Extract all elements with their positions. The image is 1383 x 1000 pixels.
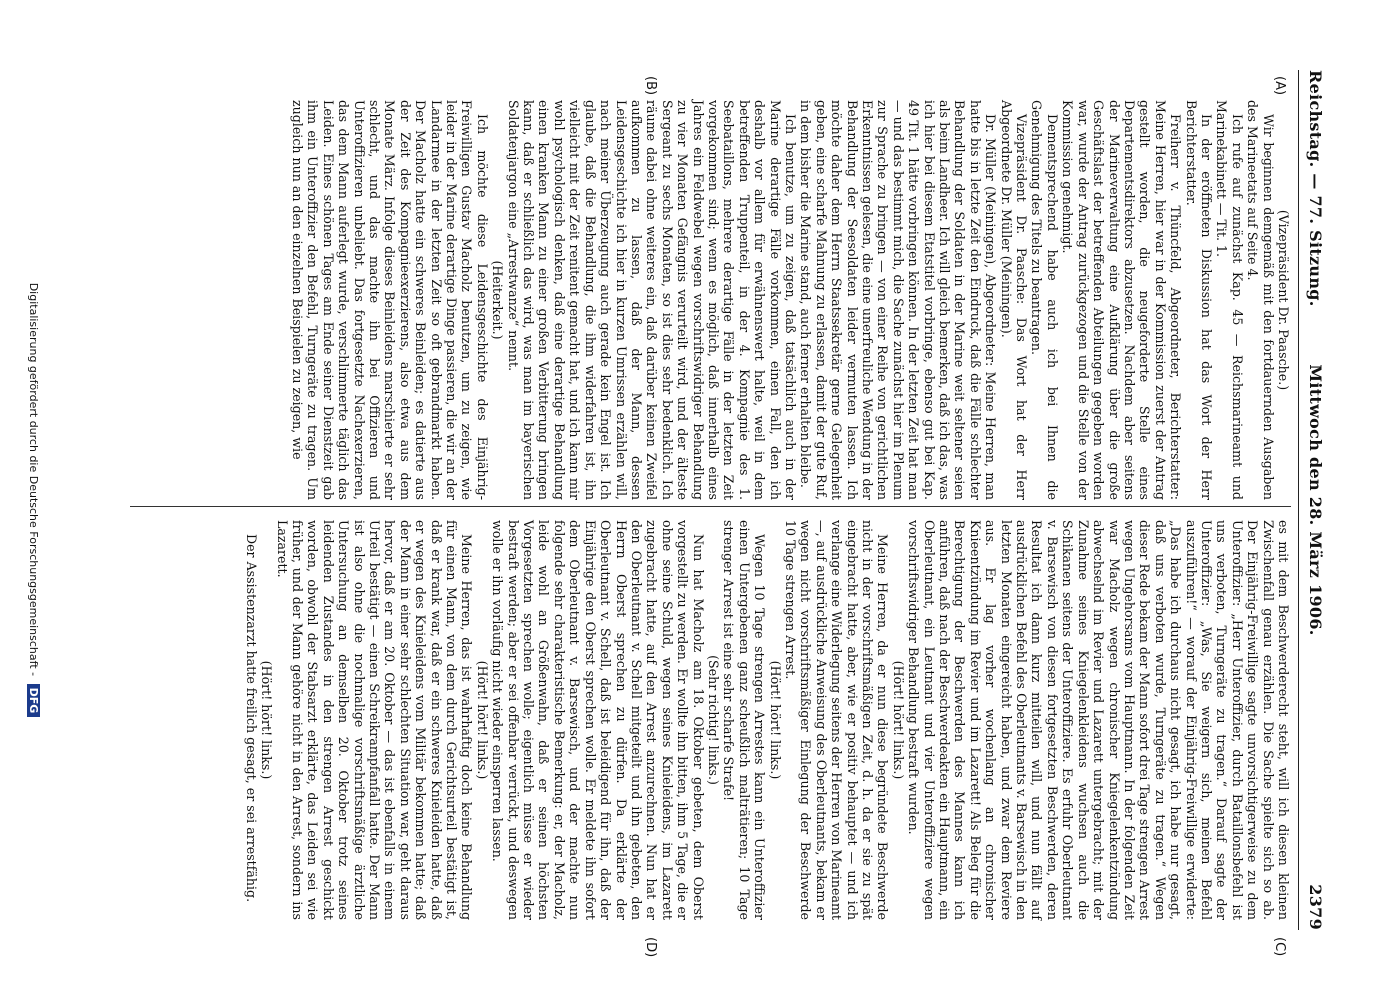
left-text-column <box>290 100 1291 500</box>
paragraph: Dr. Müller (Meiningen), Abgeordneter: Meine Herren, man hatte bis in letzte Zeit den Eindruck, daß die Fälle schlechter Behandlung der Soldaten in der Marine weit seltener seien als beim Landheer. Ich will gleich bemerken, daß ich das, was ich hier bei diesem Etatstitel vorbringe, ebenso gut bei Kap. 49 Tit. 1 hätte vorbringen können. In der letzten Zeit hat man — und das bestimmt mich, die Sache zunächst hier im Plenum zur Sprache zu bringen — von einer Reihe von gerichtlichen Erkenntnissen gelesen, die eine unerfreuliche Wendung in der Behandlung der Seesoldaten leider vermuten lassen. Ich möchte daher dem Herrn Staatssekretär gerne Gelegenheit geben, eine scharfe Mahnung zu erlassen, damit der gute Ruf, in dem bisher die Marine stand, auch ferner erhalten bleibe. <box>798 100 999 500</box>
header-date: Mittwoch den 28. März 1906. <box>1306 364 1325 636</box>
margin-mark-c: (C) <box>1272 937 1287 957</box>
paragraph: (Hört! hört! links.) <box>259 660 275 780</box>
digitization-credit <box>27 0 40 1000</box>
paragraph: Wir beginnen demgemäß mit den fortdauernden Ausgaben des Marineetats auf Seite 4. <box>1245 100 1276 500</box>
page-header <box>1303 70 1325 930</box>
right-text-column <box>243 520 1291 920</box>
column-divider <box>130 506 1291 507</box>
paragraph: Ich möchte diese Leidensgeschichte des Einjährig-Freiwilligen Gustav Macholz benutzen, um zu zeigen, wie leider in der Marine derartige Dinge passieren, die wir an der Landarmee in der letzten Zeit so oft gebrandmarkt haben. Der Macholz hatte ein schweres Beinleiden; es datierte aus der Zeit des Kompagnieexerzierens, also etwa aus dem Monate März. Infolge dieses Beinleidens marschierte er sehr schlecht, und das machte ihn bei Offizieren und Unteroffizieren unbeliebt. Das fortgesetzte Nachexerzieren, das dem Mann auferlegt wurde, verschlimmerte täglich das Leiden. Eines schönen Tages am Ende seiner Dienstzeit gab ihm ein Unteroffizier den Befehl, Turngeräte zu tragen. Um zugleich nun an den einzelnen Beispielen zu zeigen, wie <box>290 100 490 500</box>
paragraph: Meine Herren, da er nun diese begründete Beschwerde nicht in der vorschriftsmäßigen Zeit, d. h. da er sie zu spät eingebracht hatte, aber, wie er positiv behauptet — und ich verlange eine Widerlegung seitens der Herren von Marineamt —, auf ausdrückliche Anweisung des Oberleutnants, bekam er wegen nicht vorschriftsmäßiger Einlegung der Beschwerde 10 Tage strengen Arrest. <box>783 520 891 920</box>
margin-mark-a: (A) <box>1272 76 1287 96</box>
dfg-logo: DFG <box>27 684 40 718</box>
paragraph: Freiherr v. Thüncfeld, Abgeordneter, Berichterstatter: Meine Herren, hier war in der Kommission zuerst der Antrag gestellt worden, die neugeforderte Stelle eines Departementsdirektors abzusetzen. Nachdem aber seitens der Marineverwaltung eine Aufklärung über die große Geschäftslast der betreffenden Abteilungen gegeben worden war, wurde der Antrag zurückgezogen und die Stelle von der Kommission genehmigt. <box>1060 100 1184 500</box>
paragraph: (Vizepräsident Dr. Paasche.) <box>1276 209 1291 391</box>
margin-mark-b: (B) <box>643 76 658 96</box>
paragraph: Nun hat Macholz am 18. Oktober gebeten, dem Oberst vorgestellt zu werden. Er wollte ihn bitten, ihm 5 Tage, die er ohne seine Schuld, wegen seines Knieleidens, im Lazarett zugebracht hatte, auf den Arrest anzurechnen. Nun hat er den Oberleutnant v. Schell mitgeteilt und ihn gebeten, den Herrn Oberst sprechen zu dürfen. Da erklärte der Oberleutnant v. Schell, daß ist beleidigend für ihn, daß der Einjährige den Oberst sprechen wolle. Er meldete ihn sofort dem Oberleutnant v. Barsewisch, und der machte nun folgende sehr charakteristische Bemerkung: er, der Macholz, leide wohl an Größenwahn, daß er seinen höchsten Vorgesetzten sprechen wolle; eigentlich müsse er wieder bestraft werden; aber er sei offenbar verrückt, und deswegen wolle er ihn vorläufig nicht wieder einsperren lassen. <box>490 520 706 920</box>
paragraph: (Hört! hört! links.) <box>767 660 783 780</box>
paragraph: (Sehr richtig! links.) <box>705 655 721 785</box>
paragraph: Dementsprechend habe auch ich bei Ihnen die Genehmigung des Titels zu beantragen. <box>1029 100 1060 500</box>
margin-mark-d: (D) <box>643 937 658 958</box>
paragraph: Ich benutze, um zu zeigen, daß tatsächlich auch in der Marine derartige Fälle vorkommen, einen Fall, den ich deshalb vor allem für erwähnenswert halte, weil in dem betreffenden Truppenteil, in der 4. Kompagnie des 1. Seebataillons, mehrere derartige Fälle in der letzten Zeit vorgekommen sind; wenn es möglich, daß innerhalb eines Jahres ein Feldwebel wegen vorschriftswidriger Behandlung zu vier Monaten Gefängnis verurteilt wird, und der älteste Sergeant zu sechs Monaten, so ist dies sehr bedenklich. Ich räume dabei ohne weiteres ein, daß darüber keinen Zweifel aufkommen zu lassen, daß der Mann, dessen Leidensgeschichte ich hier in kurzen Umrissen erzählen will, nach meiner Überzeugung auch gerade kein Engel ist. Ich glaube, daß die Behandlung, die ihm widerfahren ist, ihn vielleicht mit der Zeit renitent gemacht hat, und ich kann mir wohl psychologisch denken, daß eine derartige Behandlung einen kranken Mann zu einer großen Verbitterung bringen kann, daß er schließlich das wird, was man im bayerischen Soldatenjargon eine „Arrestwanze“ nennt. <box>505 100 798 500</box>
paragraph: (Hört! hört! links.) <box>890 660 906 780</box>
page-number: 2379 <box>1306 884 1325 930</box>
header-session: Reichstag. — 77. Sitzung. <box>1306 70 1325 307</box>
paragraph: Wegen 10 Tage strengen Arrestes kann ein Unteroffizier einen Untergebenen ganz scheußlich malträtieren; 10 Tage strenger Arrest ist eine sehr scharfe Strafe! <box>721 520 768 920</box>
paragraph: Meine Herren, das ist wahrhaftig doch keine Behandlung für einen Mann, von dem durch Gerichtsurteil bestätigt ist, daß er krank war, daß er ein schweres Knieleiden hatte, daß er wegen des Knieleidens vom Militär bekommen hatte; daß der Mann in einer sehr schlechten Situation war, geht daraus hervor, daß er am 20. Oktober — das ist ebenfalls in einem Urteil bestätigt — einen Schreikrampfanfall hatte. Der Mann ist also ohne die nochmalige vorschriftsmäßige ärztliche Untersuchung an demselben 20. Oktober trotz seines leidenden Zustandes in den strengen Arrest geschickt worden, obwohl der Stabsarzt erklärte, das Leiden sei wie früher, und der Mann gehöre nicht in den Arrest, sondern ins Lazarett. <box>274 520 475 920</box>
header-rule <box>1298 70 1299 930</box>
paragraph: es mit dem Beschwerderecht steht, will ich diesen kleinen Zwischenfall genau erzählen. Die Sache spielte sich so ab. Der Einjährig-Freiwillige sagte unvorsichtigerweise zu dem Unteroffizier: „Herr Unteroffizier, durch Bataillonsbefehl ist uns verboten, Turngeräte zu tragen.“ Darauf sagte der Unteroffizier: „Was, Sie weigern sich, meinen Befehl auszuführen!“ — worauf der Einjährig-Freiwillige erwiderte: „Das habe ich durchaus nicht gesagt, ich habe nur gesagt, daß uns verboten wurde, Turngeräte zu tragen.“ Wegen dieser Rede bekam der Mann sofort drei Tage strengen Arrest wegen Ungehorsams vom Hauptmann. In der folgenden Zeit war Macholz wegen chronischer Kniegelenkentzündung abwechselnd im Revier und Lazarett untergebracht; mit der Zunahme seines Kniegelenkleidens wuchsen auch die Schikanen seitens der Unteroffiziere. Es erfuhr Oberleutnant v. Barsewisch von diesen fortgesetzten Beschwerden, deren Resultat ich dann kurz mitteilen will, und nun fällt auf ausdrücklichen Befehl des Oberleutnants v. Barsewisch in den letzten Monaten eingereicht haben, und zwar dem Reviere aus. Er lag vorher wochenlang an chronischer Knieentzündung im Revier und im Lazarett! Als Beleg für die Berechtigung der Beschwerden des Mannes kann ich anführen, daß nach der Beschwerdeakten ein Hauptmann, ein Oberleutnant, ein Leutnant und vier Unteroffiziere wegen vorschriftswidriger Behandlung bestraft wurden. <box>906 520 1291 920</box>
paragraph: Vizepräsident Dr. Paasche: Das Wort hat der Herr Abgeordnete Dr. Müller (Meiningen). <box>998 100 1030 500</box>
paragraph: Ich rufe auf zunächst Kap. 45 — Reichsmarineamt und Marinekabinett — Tit. 1. <box>1214 100 1245 500</box>
paragraph: Der Assistenzarzt hatte freilich gesagt, er sei arrestfähig. <box>243 534 259 903</box>
paragraph: (Heiterkeit.) <box>490 260 506 340</box>
credit-text: Digitalisierung gefördert durch die Deutsche Forschungsgemeinschaft - <box>27 282 40 677</box>
paragraph: (Hört! hört! links.) <box>474 660 490 780</box>
paragraph: In der eröffneten Diskussion hat das Wort der Herr Berichterstatter. <box>1183 100 1214 500</box>
